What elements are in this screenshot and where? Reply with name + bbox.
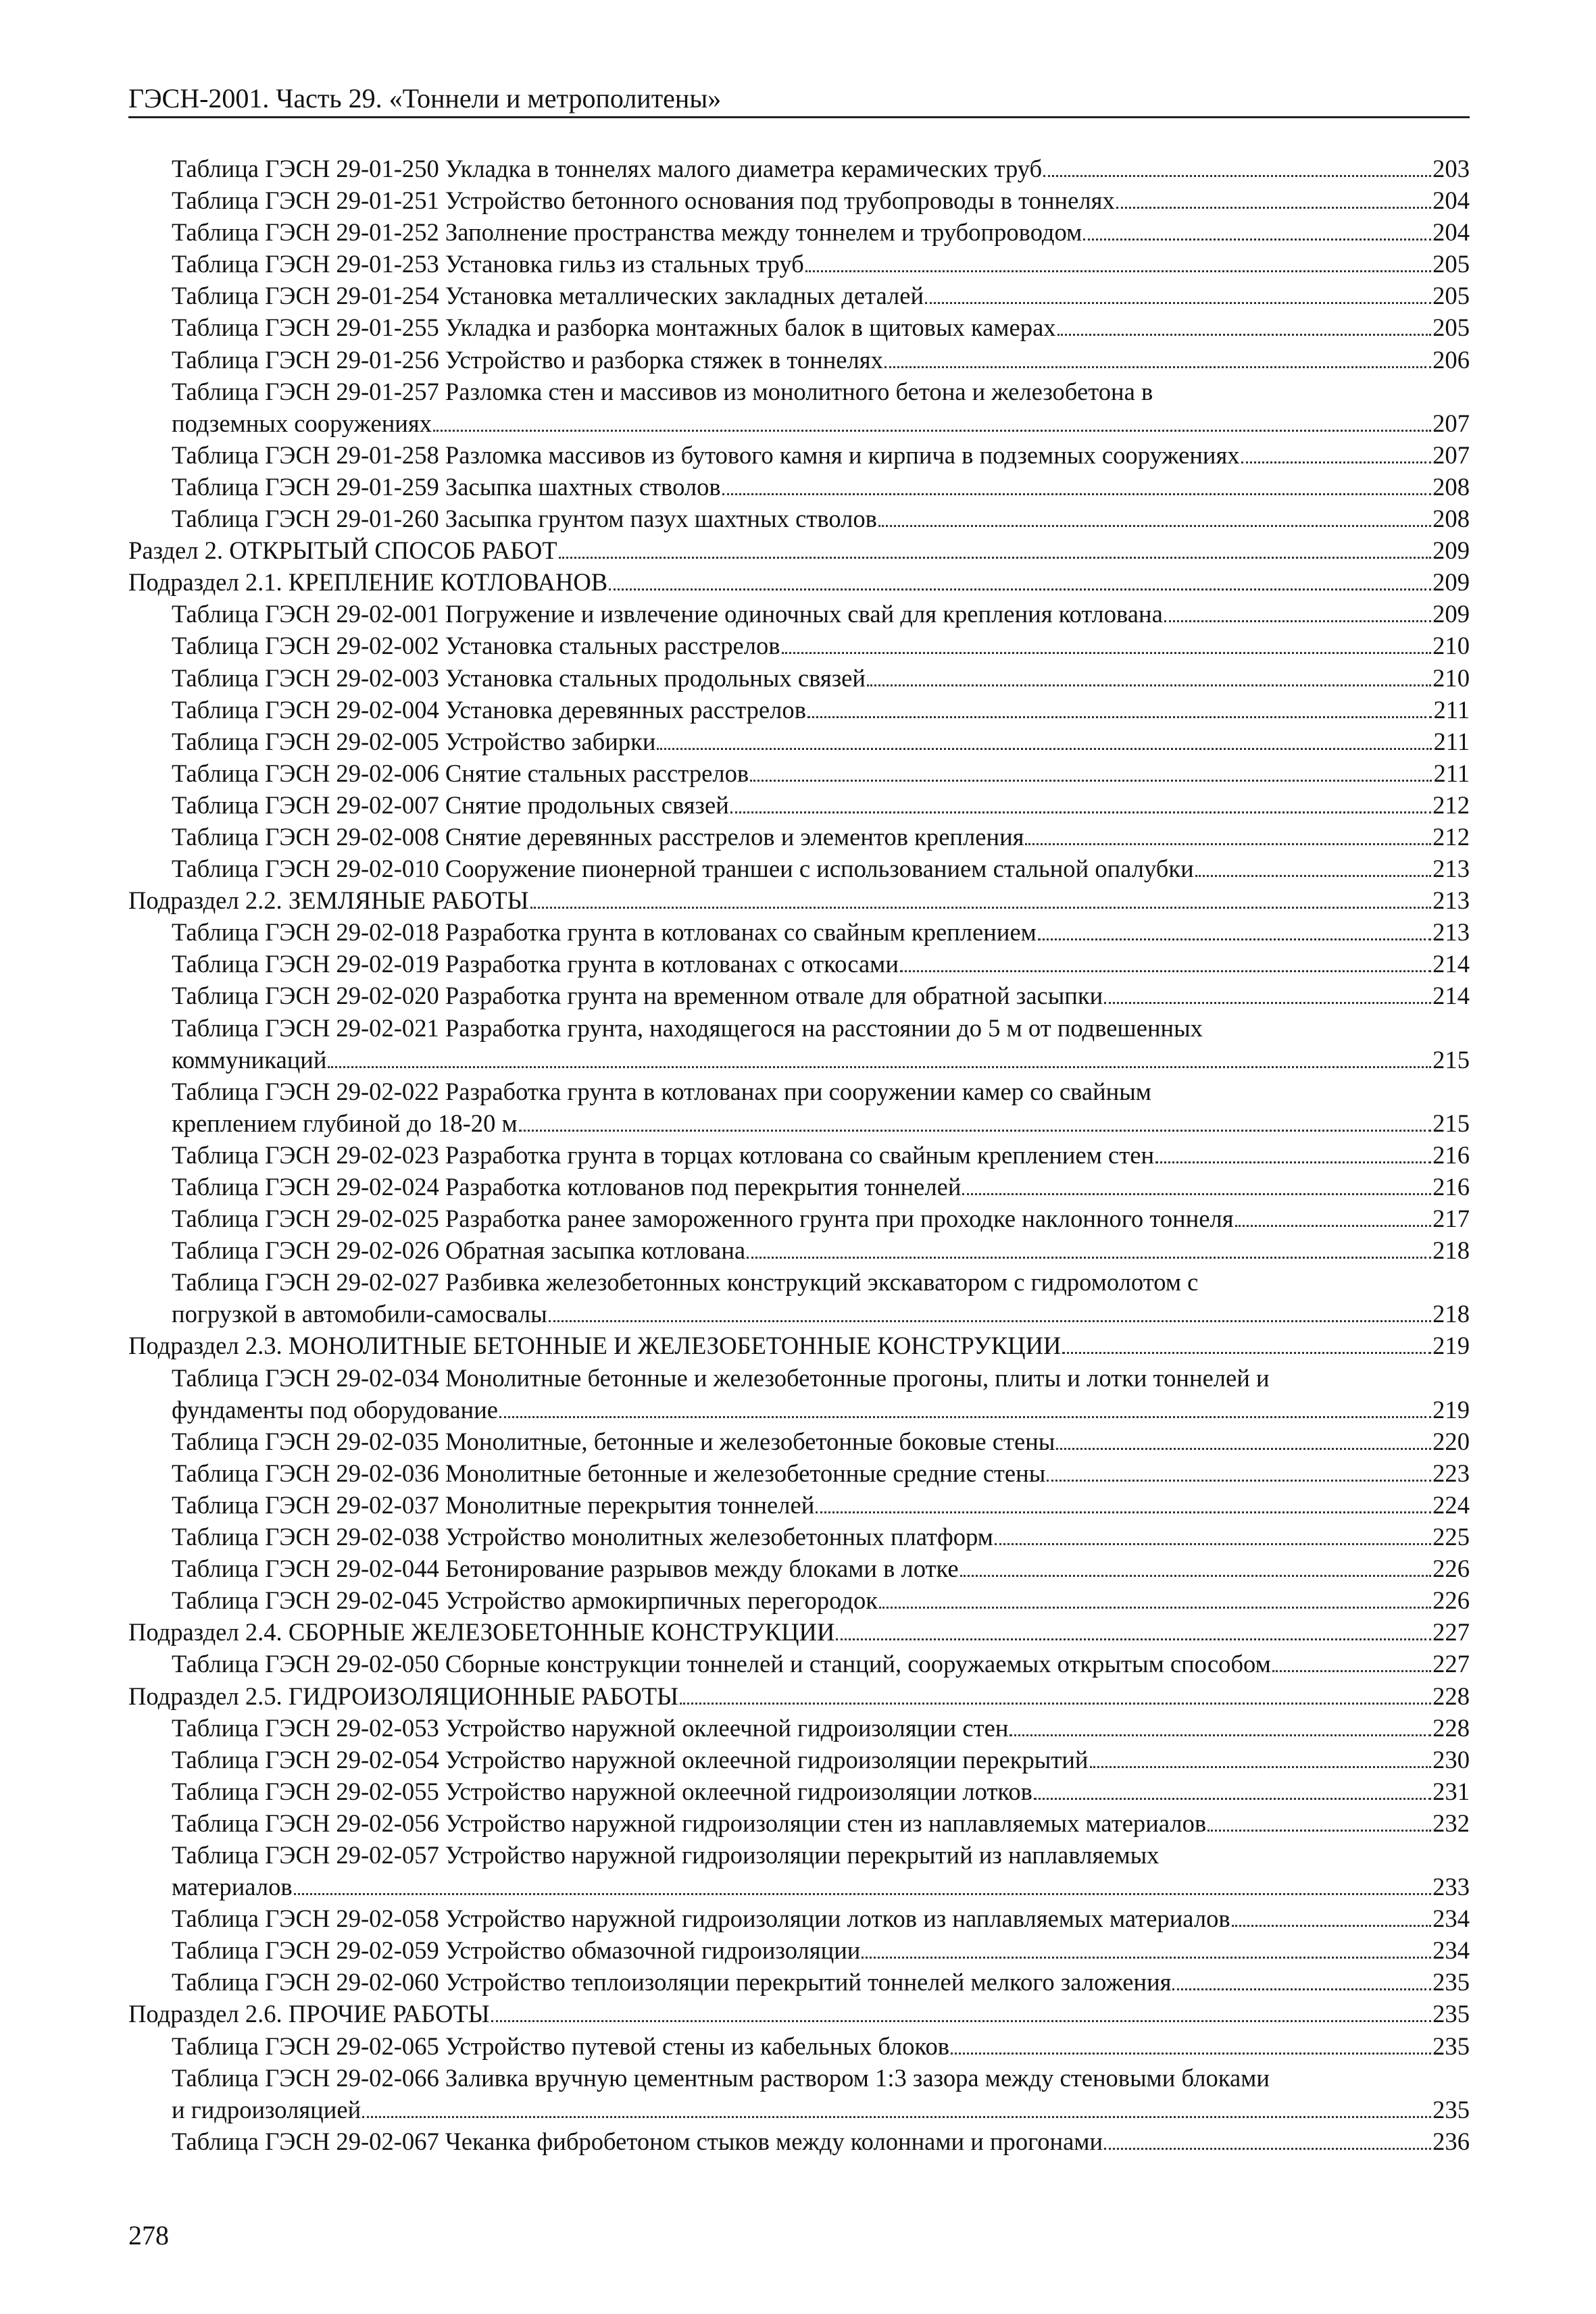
dot-leader (549, 1320, 1431, 1322)
toc-entry-line (128, 1076, 1470, 1107)
toc-page-number: 204 (1432, 186, 1470, 215)
toc-entry-text: Таблица ГЭСН 29-02-044 Бетонирование разрывов между блоками в лотке (172, 1555, 959, 1583)
dot-leader (1235, 1225, 1432, 1227)
toc-entry-text: Таблица ГЭСН 29-02-059 Устройство обмазочной гидроизоляции (172, 1936, 861, 1965)
toc-entry-text: Таблица ГЭСН 29-02-066 Заливка вручную цементным раствором 1:3 зазора между стеновыми блоками (172, 2063, 1270, 2092)
toc-entry-text: Таблица ГЭСН 29-01-257 Разломка стен и массивов из монолитного бетона и железобетона в (172, 377, 1153, 405)
toc-page-number: 211 (1433, 727, 1470, 755)
toc-page-number: 235 (1432, 2095, 1470, 2123)
dot-leader (1195, 875, 1431, 877)
toc-entry-text: Таблица ГЭСН 29-02-067 Чеканка фибробетоном стыков между колоннами и прогонами (172, 2127, 1103, 2155)
dot-leader (1047, 1480, 1431, 1482)
toc-entry-text: Таблица ГЭСН 29-01-259 Засыпка шахтных стволов (172, 472, 721, 501)
dot-leader (491, 2020, 1431, 2022)
dot-leader (1155, 1161, 1431, 1163)
toc-entry-line (128, 1648, 1470, 1680)
toc-entry-text: Подраздел 2.6. ПРОЧИЕ РАБОТЫ (128, 2000, 490, 2028)
toc-entry-line (128, 1139, 1470, 1171)
toc-page-number: 212 (1432, 822, 1470, 851)
toc-entry-text: Подраздел 2.1. КРЕПЛЕНИЕ КОТЛОВАНОВ (128, 568, 608, 597)
toc-page-number: 205 (1432, 313, 1470, 342)
toc-entry-text: Таблица ГЭСН 29-02-037 Монолитные перекрытия тоннелей (172, 1490, 815, 1519)
toc-page-number: 213 (1432, 855, 1470, 883)
toc-page-number: 212 (1432, 790, 1470, 819)
toc-entry-text: Таблица ГЭСН 29-02-010 Сооружение пионерной траншеи с использованием стальной опалубки (172, 855, 1194, 883)
toc-entry-text: Таблица ГЭСН 29-02-006 Снятие стальных расстрелов (172, 759, 749, 787)
toc-entry-line (128, 1298, 1470, 1330)
toc-entry-line (128, 1521, 1470, 1553)
toc-page-number: 228 (1432, 1682, 1470, 1710)
dot-leader (1057, 334, 1432, 336)
toc-entry-text: Таблица ГЭСН 29-02-058 Устройство наружной гидроизоляции лотков из наплавляемых материалов (172, 1905, 1230, 1933)
toc-entry-line (128, 1934, 1470, 1966)
dot-leader (499, 1416, 1431, 1418)
toc-page-number: 215 (1432, 1109, 1470, 1137)
dot-leader (294, 1893, 1431, 1895)
dot-leader (1104, 2148, 1431, 2150)
toc-page-number: 206 (1432, 345, 1470, 374)
toc-page-number: 209 (1432, 600, 1470, 628)
toc-entry-text: Подраздел 2.4. СБОРНЫЕ ЖЕЛЕЗОБЕТОННЫЕ КОНСТРУКЦИИ (128, 1618, 835, 1646)
toc-entry-line (128, 376, 1470, 407)
dot-leader (1172, 1988, 1431, 1990)
toc-entry-line (128, 1776, 1470, 1807)
dot-leader (1083, 238, 1431, 241)
dot-leader (1104, 1002, 1431, 1004)
toc-entry-line (128, 153, 1470, 184)
toc-entry-text: Таблица ГЭСН 29-01-251 Устройство бетонного основания под трубопроводы в тоннелях (172, 186, 1115, 215)
toc-section-line (128, 884, 1470, 916)
toc-entry-line (128, 1203, 1470, 1234)
toc-entry-text: Таблица ГЭСН 29-02-004 Установка деревянных расстрелов (172, 695, 806, 724)
toc-page-number: 208 (1432, 505, 1470, 533)
toc-page-number: 208 (1432, 472, 1470, 501)
dot-leader (836, 1638, 1431, 1640)
toc-entry-text: Таблица ГЭСН 29-02-034 Монолитные бетонные и железобетонные прогоны, плиты и лотки тоннелей и (172, 1363, 1270, 1392)
toc-page-number: 227 (1432, 1650, 1470, 1678)
toc-page-number: 220 (1432, 1427, 1470, 1455)
toc-entry-line (128, 1553, 1470, 1584)
toc-entry-line (128, 1457, 1470, 1489)
toc-entry-line (128, 1012, 1470, 1044)
toc-entry-line (128, 2126, 1470, 2157)
toc-page-number: 215 (1432, 1045, 1470, 1074)
toc-entry-line (128, 344, 1470, 376)
dot-leader (680, 1703, 1431, 1705)
toc-page-number: 214 (1432, 982, 1470, 1010)
toc-entry-line (128, 1966, 1470, 1998)
dot-leader (433, 430, 1431, 432)
toc-entry-text: подземных сооружениях (172, 409, 432, 437)
dot-leader (1232, 1925, 1431, 1927)
toc-entry-line (128, 726, 1470, 757)
toc-section-line (128, 566, 1470, 598)
toc-entry-line (128, 916, 1470, 948)
toc-page-number: 207 (1432, 441, 1470, 469)
toc-page-number: 216 (1432, 1173, 1470, 1201)
toc-entry-line (128, 2030, 1470, 2062)
toc-page-number: 235 (1432, 2032, 1470, 2060)
dot-leader (328, 1066, 1431, 1068)
dot-leader (1034, 1798, 1431, 1800)
toc-entry-line (128, 280, 1470, 311)
toc-entry-text: Таблица ГЭСН 29-02-026 Обратная засыпка котлована (172, 1236, 746, 1265)
toc-page-number: 236 (1432, 2127, 1470, 2155)
toc-entry-line (128, 503, 1470, 534)
toc-entry-line (128, 757, 1470, 789)
toc-entry-line (128, 216, 1470, 248)
dot-leader (884, 366, 1431, 368)
dot-leader (1038, 938, 1431, 940)
toc-page-number: 203 (1432, 155, 1470, 182)
toc-entry-line (128, 598, 1470, 630)
toc-entry-text: Таблица ГЭСН 29-02-035 Монолитные, бетонные и железобетонные боковые стены (172, 1427, 1055, 1455)
toc-entry-text: Таблица ГЭСН 29-02-003 Установка стальных продольных связей (172, 663, 866, 692)
toc-entry-line (128, 1234, 1470, 1266)
toc-page-number: 223 (1432, 1459, 1470, 1487)
toc-entry-text: Таблица ГЭСН 29-01-252 Заполнение пространства между тоннелем и трубопроводом (172, 218, 1082, 247)
toc-entry-text: Таблица ГЭСН 29-02-021 Разработка грунта, находящегося на расстоянии до 5 м от подвешенных (172, 1013, 1203, 1042)
toc-entry-line (128, 1903, 1470, 1934)
toc-section-line (128, 1616, 1470, 1648)
header-divider (128, 116, 1470, 118)
toc-entry-text: Таблица ГЭСН 29-01-250 Укладка в тоннелях малого диаметра керамических труб (172, 155, 1043, 182)
toc-entry-line (128, 662, 1470, 694)
toc-entry-text: Таблица ГЭСН 29-02-023 Разработка грунта в торцах котлована со свайным креплением стен (172, 1140, 1155, 1169)
dot-leader (747, 1257, 1431, 1259)
toc-entry-text: Таблица ГЭСН 29-01-258 Разломка массивов из бутового камня и кирпича в подземных сооружениях (172, 441, 1240, 469)
dot-leader (1009, 1734, 1431, 1736)
toc-page-number: 235 (1432, 1968, 1470, 1996)
toc-entry-text: Таблица ГЭСН 29-02-060 Устройство теплоизоляции перекрытий тоннелей мелкого заложения (172, 1968, 1172, 1996)
toc-entry-text: и гидроизоляцией (172, 2095, 361, 2123)
toc-page-number: 219 (1432, 1395, 1470, 1424)
toc-entry-text: Подраздел 2.5. ГИДРОИЗОЛЯЦИОННЫЕ РАБОТЫ (128, 1682, 679, 1710)
toc-page-number: 233 (1432, 1873, 1470, 1901)
toc-page-number: 211 (1433, 695, 1470, 724)
toc-entry-text: Таблица ГЭСН 29-02-036 Монолитные бетонные и железобетонные средние стены (172, 1459, 1046, 1487)
toc-page-number: 210 (1432, 663, 1470, 692)
dot-leader (879, 1607, 1431, 1609)
dot-leader (782, 652, 1432, 654)
toc-page-number: 218 (1432, 1300, 1470, 1328)
dot-leader (362, 2116, 1431, 2118)
dot-leader (1272, 1670, 1431, 1672)
toc-entry-line (128, 1394, 1470, 1426)
toc-entry-line (128, 1426, 1470, 1457)
toc-entry-text: Таблица ГЭСН 29-02-065 Устройство путевой стены из кабельных блоков (172, 2032, 950, 2060)
toc-entry-text: Таблица ГЭСН 29-02-001 Погружение и извлечение одиночных свай для крепления котлована (172, 600, 1163, 628)
toc-entry-text: Таблица ГЭСН 29-01-253 Установка гильз из стальных труб (172, 250, 804, 278)
running-header: ГЭСН-2001. Часть 29. «Тоннели и метрополитены» (128, 83, 722, 114)
toc-entry-line (128, 980, 1470, 1011)
toc-entry-text: Таблица ГЭСН 29-02-057 Устройство наружной гидроизоляции перекрытий из наплавляемых (172, 1840, 1159, 1869)
table-of-contents (128, 153, 1470, 2157)
toc-page-number: 205 (1432, 282, 1470, 310)
dot-leader (1241, 461, 1432, 463)
toc-page-number: 227 (1432, 1618, 1470, 1646)
toc-entry-text: фундаменты под оборудование (172, 1395, 499, 1424)
toc-page-number: 213 (1432, 918, 1470, 947)
toc-entry-line (128, 789, 1470, 821)
toc-page-number: 209 (1432, 568, 1470, 597)
toc-entry-text: креплением глубиной до 18-20 м (172, 1109, 518, 1137)
toc-entry-line (128, 407, 1470, 439)
toc-section-line (128, 534, 1470, 566)
toc-entry-line (128, 1171, 1470, 1203)
toc-page-number: 217 (1432, 1205, 1470, 1233)
dot-leader (1116, 207, 1431, 209)
toc-entry-text: Таблица ГЭСН 29-01-256 Устройство и разборка стяжек в тоннелях (172, 345, 883, 374)
dot-leader (609, 588, 1431, 590)
dot-leader (519, 1130, 1431, 1132)
dot-leader (559, 557, 1432, 559)
toc-page-number: 232 (1432, 1809, 1470, 1837)
toc-entry-text: Таблица ГЭСН 29-02-055 Устройство наружной оклеечной гидроизоляции лотков (172, 1777, 1032, 1805)
toc-entry-text: Таблица ГЭСН 29-01-254 Установка металлических закладных деталей (172, 282, 924, 310)
toc-entry-text: Таблица ГЭСН 29-02-027 Разбивка железобетонных конструкций экскаватором с гидромолотом с (172, 1268, 1199, 1297)
toc-entry-text: Таблица ГЭСН 29-02-054 Устройство наружной оклеечной гидроизоляции перекрытий (172, 1745, 1089, 1774)
toc-section-line (128, 1330, 1470, 1361)
toc-page-number: 210 (1432, 632, 1470, 660)
toc-entry-text: Таблица ГЭСН 29-02-025 Разработка ранее замороженного грунта при проходке наклонного тоннеля (172, 1205, 1234, 1233)
toc-entry-line (128, 1712, 1470, 1744)
toc-entry-text: Таблица ГЭСН 29-02-053 Устройство наружной оклеечной гидроизоляции стен (172, 1713, 1009, 1742)
toc-entry-text: Таблица ГЭСН 29-01-255 Укладка и разборка монтажных балок в щитовых камерах (172, 313, 1056, 342)
toc-page-number: 211 (1433, 759, 1470, 787)
page-number: 278 (128, 2220, 169, 2250)
toc-entry-line (128, 248, 1470, 280)
toc-page-number: 219 (1432, 1332, 1470, 1360)
toc-page-number: 205 (1432, 250, 1470, 278)
toc-page-number: 224 (1432, 1490, 1470, 1519)
toc-entry-line (128, 821, 1470, 853)
toc-entry-text: Таблица ГЭСН 29-02-056 Устройство наружной гидроизоляции стен из наплавляемых материалов (172, 1809, 1207, 1837)
toc-entry-text: Таблица ГЭСН 29-02-020 Разработка грунта на временном отвале для обратной засыпки (172, 982, 1103, 1010)
toc-entry-line (128, 184, 1470, 216)
toc-entry-line (128, 1107, 1470, 1139)
toc-page-number: 216 (1432, 1140, 1470, 1169)
toc-entry-text: Подраздел 2.3. МОНОЛИТНЫЕ БЕТОННЫЕ И ЖЕЛЕЗОБЕТОННЫЕ КОНСТРУКЦИИ (128, 1332, 1062, 1360)
toc-page-number: 207 (1432, 409, 1470, 437)
toc-page-number: 225 (1432, 1523, 1470, 1551)
toc-page-number: 218 (1432, 1236, 1470, 1265)
toc-entry-text: Подраздел 2.2. ЗЕМЛЯНЫЕ РАБОТЫ (128, 886, 529, 915)
toc-entry-text: Таблица ГЭСН 29-02-019 Разработка грунта в котлованах с откосами (172, 950, 899, 978)
toc-page-number: 228 (1432, 1713, 1470, 1742)
dot-leader (657, 748, 1432, 750)
dot-leader (1207, 1830, 1431, 1832)
toc-entry-text: Таблица ГЭСН 29-02-008 Снятие деревянных расстрелов и элементов крепления (172, 822, 1024, 851)
dot-leader (730, 811, 1431, 813)
toc-section-line (128, 1680, 1470, 1712)
dot-leader (951, 2053, 1431, 2055)
dot-leader (807, 716, 1432, 718)
toc-entry-text: коммуникаций (172, 1045, 327, 1074)
toc-entry-line (128, 471, 1470, 503)
dot-leader (862, 1957, 1431, 1959)
toc-page-number: 230 (1432, 1745, 1470, 1774)
dot-leader (805, 270, 1431, 272)
toc-entry-line (128, 1744, 1470, 1776)
dot-leader (878, 525, 1431, 527)
toc-entry-line (128, 1807, 1470, 1839)
toc-page-number: 204 (1432, 218, 1470, 247)
toc-entry-line (128, 1584, 1470, 1616)
toc-entry-line (128, 1266, 1470, 1298)
dot-leader (1025, 843, 1431, 845)
toc-entry-text: Таблица ГЭСН 29-01-260 Засыпка грунтом пазух шахтных стволов (172, 505, 877, 533)
toc-entry-line (128, 1489, 1470, 1521)
dot-leader (1164, 620, 1431, 622)
toc-section-line (128, 1998, 1470, 2030)
toc-entry-line (128, 2094, 1470, 2126)
toc-entry-line (128, 439, 1470, 471)
toc-entry-text: Таблица ГЭСН 29-02-045 Устройство армокирпичных перегородок (172, 1586, 878, 1615)
toc-page-number: 234 (1432, 1936, 1470, 1965)
toc-entry-line (128, 1839, 1470, 1871)
toc-page-number: 234 (1432, 1905, 1470, 1933)
dot-leader (925, 302, 1431, 304)
toc-entry-line (128, 948, 1470, 980)
toc-page-number: 235 (1432, 2000, 1470, 2028)
dot-leader (962, 1193, 1431, 1195)
toc-entry-line (128, 694, 1470, 726)
toc-entry-text: Таблица ГЭСН 29-02-050 Сборные конструкции тоннелей и станций, сооружаемых открытым способом (172, 1650, 1271, 1678)
dot-leader (1062, 1352, 1431, 1354)
toc-entry-text: Таблица ГЭСН 29-02-038 Устройство монолитных железобетонных платформ (172, 1523, 993, 1551)
dot-leader (816, 1511, 1431, 1513)
toc-page-number: 214 (1432, 950, 1470, 978)
toc-entry-text: Таблица ГЭСН 29-02-002 Установка стальных расстрелов (172, 632, 780, 660)
toc-page-number: 231 (1432, 1777, 1470, 1805)
dot-leader (900, 970, 1431, 972)
dot-leader (750, 780, 1432, 782)
toc-entry-text: Таблица ГЭСН 29-02-024 Разработка котлованов под перекрытия тоннелей (172, 1173, 962, 1201)
dot-leader (1043, 175, 1431, 177)
toc-page-number: 226 (1432, 1586, 1470, 1615)
toc-entry-text: Таблица ГЭСН 29-02-018 Разработка грунта в котлованах со свайным креплением (172, 918, 1037, 947)
toc-entry-text: погрузкой в автомобили-самосвалы (172, 1300, 547, 1328)
dot-leader (1056, 1448, 1431, 1450)
dot-leader (722, 493, 1431, 495)
toc-page-number: 213 (1432, 886, 1470, 915)
dot-leader (1090, 1766, 1432, 1768)
toc-entry-line (128, 1871, 1470, 1903)
toc-entry-line (128, 2062, 1470, 2094)
toc-entry-text: материалов (172, 1873, 293, 1901)
toc-page-number: 226 (1432, 1555, 1470, 1583)
toc-entry-line (128, 1044, 1470, 1076)
toc-entry-line (128, 311, 1470, 343)
toc-entry-text: Таблица ГЭСН 29-02-022 Разработка грунта в котлованах при сооружении камер со свайным (172, 1077, 1151, 1105)
toc-entry-text: Таблица ГЭСН 29-02-005 Устройство забирки (172, 727, 656, 755)
toc-entry-text: Таблица ГЭСН 29-02-007 Снятие продольных связей (172, 790, 729, 819)
dot-leader (867, 684, 1431, 686)
dot-leader (995, 1543, 1431, 1545)
dot-leader (960, 1575, 1432, 1577)
toc-entry-line (128, 630, 1470, 661)
toc-entry-line (128, 853, 1470, 884)
toc-page-number: 209 (1432, 536, 1470, 565)
dot-leader (530, 907, 1432, 909)
toc-entry-text: Раздел 2. ОТКРЫТЫЙ СПОСОБ РАБОТ (128, 536, 557, 565)
toc-entry-line (128, 1362, 1470, 1394)
